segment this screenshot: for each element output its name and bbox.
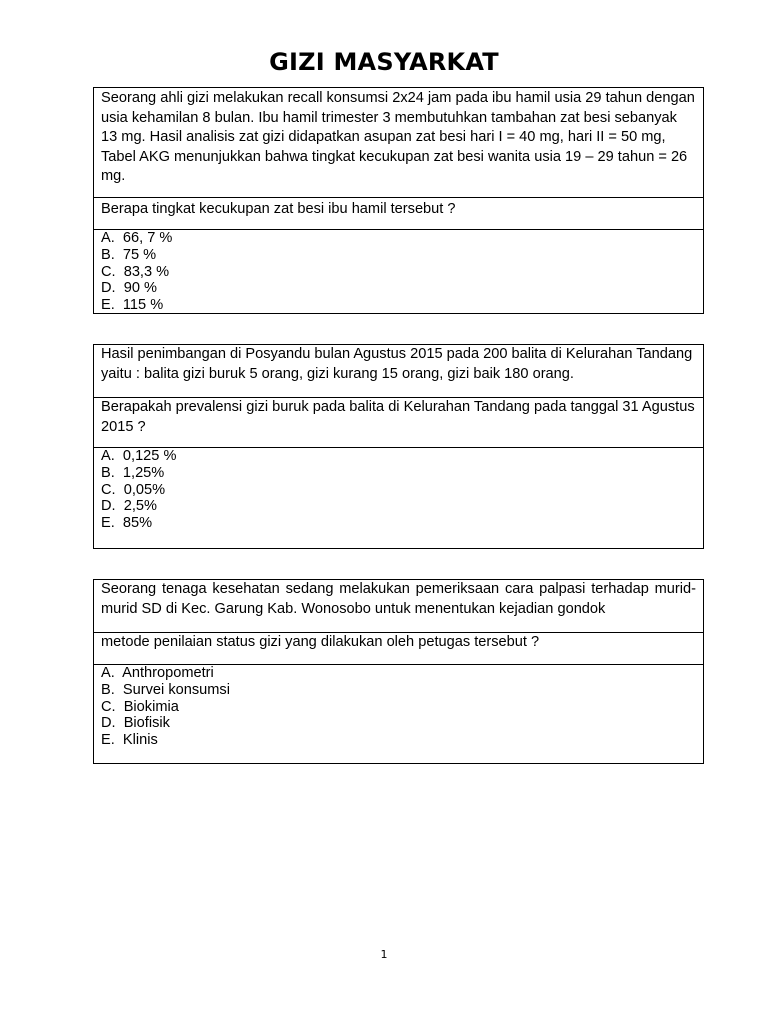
page-number: 1 <box>380 948 388 961</box>
option-a: A. 66, 7 % <box>101 230 173 246</box>
option-e: E. 115 % <box>101 297 164 313</box>
question-stem: Seorang tenaga kesehatan sedang melakukan pemeriksaan cara palpasi terhadap murid-murid SD di Kec. Garung Kab. Wonosobo untuk menentukan kejadian gondok <box>101 581 696 617</box>
question-prompt: Berapakah prevalensi gizi buruk pada balita di Kelurahan Tandang pada tanggal 31 Agustus 2015 ? <box>94 397 703 447</box>
question-box-1 <box>93 87 704 314</box>
option-c: C. Biokimia <box>101 698 179 715</box>
option-d: D. 90 % <box>101 280 157 297</box>
question-box-3 <box>93 579 704 764</box>
answer-options <box>94 664 703 763</box>
option-b: B. 1,25% <box>101 464 165 481</box>
question-prompt: Berapa tingkat kecukupan zat besi ibu hamil tersebut ? <box>94 197 703 229</box>
option-a: A. Anthropometri <box>101 665 214 681</box>
option-d: D. Biofisik <box>101 715 170 732</box>
option-e: E. Klinis <box>101 732 158 749</box>
option-b: B. 75 % <box>101 246 157 263</box>
question-prompt: metode penilaian status gizi yang dilakukan oleh petugas tersebut ? <box>94 632 703 664</box>
option-d: D. 2,5% <box>101 498 157 515</box>
question-box-2 <box>93 344 704 549</box>
option-c: C. 0,05% <box>101 481 166 498</box>
answer-options <box>94 229 703 313</box>
answer-options <box>94 447 703 548</box>
question-stem: Hasil penimbangan di Posyandu bulan Agustus 2015 pada 200 balita di Kelurahan Tandang yaitu : balita gizi buruk 5 orang, gizi kurang 15 orang, gizi baik 180 orang. <box>101 346 693 382</box>
question-stem: Seorang ahli gizi melakukan recall konsumsi 2x24 jam pada ibu hamil usia 29 tahun dengan usia kehamilan 8 bulan. Ibu hamil trimester 3 membutuhkan tambahan zat besi sebanyak 13 mg. Hasil analisis zat gizi didapatkan asupan zat besi hari I = 40 mg, hari II = 50 mg, Tabel AKG menunjukkan bahwa tingkat kecukupan zat besi wanita usia 19 – 29 tahun = 26 mg. <box>101 90 695 184</box>
page-title: GIZI MASYARKAT <box>269 48 499 76</box>
option-c: C. 83,3 % <box>101 263 170 280</box>
option-b: B. Survei konsumsi <box>101 681 230 698</box>
option-a: A. 0,125 % <box>101 448 177 464</box>
option-e: E. 85% <box>101 515 153 532</box>
